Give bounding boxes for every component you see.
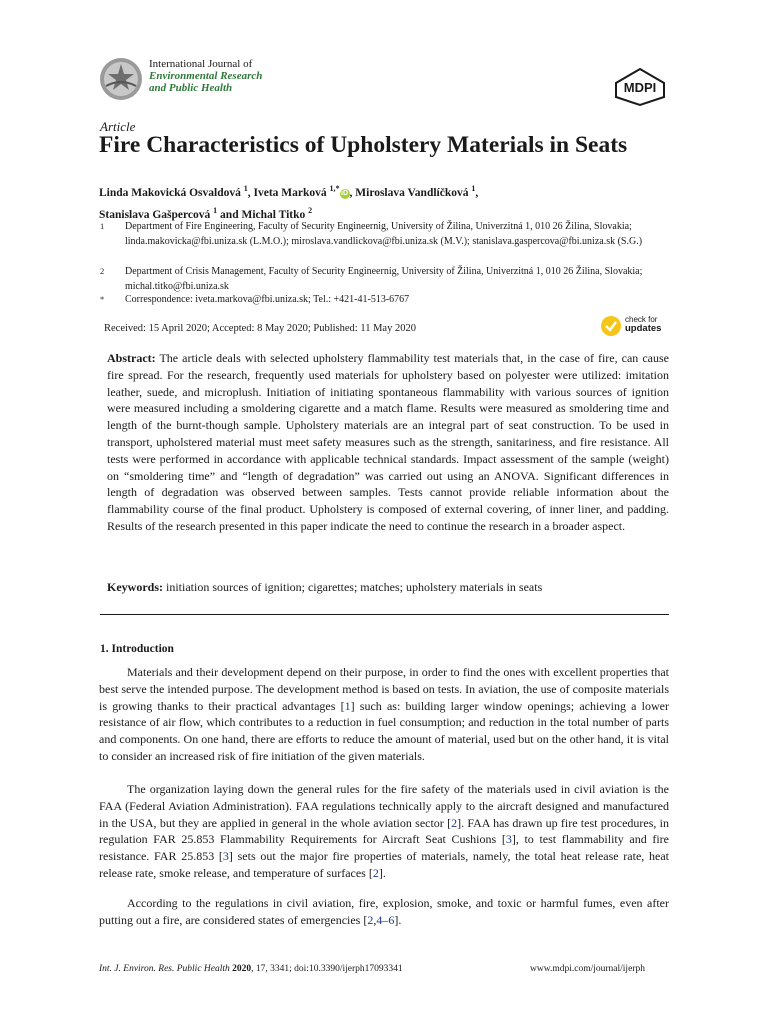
paragraph-text: ]. FAA has drawn up fire test procedures, in regulation FAR 25.853 Flammability Requirements for Aircraft Seat Cushions [ xyxy=(99,815,669,847)
journal-name-line2: Environmental Research xyxy=(149,70,263,82)
citation-link[interactable]: 3 xyxy=(505,832,512,847)
publication-dates: Received: 15 April 2020; Accepted: 8 May 2020; Published: 11 May 2020 xyxy=(104,323,416,334)
journal-logo xyxy=(98,56,144,102)
abstract-text: The article deals with selected upholstery flammability test materials that, in the case of fire, can cause fire spread. For the research, frequently used materials for upholstery based on polyester were utilized: imitation leather, suede, and microplush. Initiation of initiating spontaneous flammability with various sources of ignition were measured including a smoldering cigarette and a match flame. Results were measured as smoldering time and length of the burnt-though sample. Upholstery materials are an integral part of seat construction. To be used in transport, upholstered material must meet safety measures such as the strength, sanitariness, and fire resistance. All tests were performed in accordance with applicable technical standards. Impact assessment of the sample (weight) on “smoldering time” and “length of degradation” was carried out using an ANOVA. Significant differences in length of degradation was observed between samples. Tests cannot provide reliable information about the flammability course of the final product. Upholstery is composed of external covering, of inner liner, and padding. Results of the research presented in this paper indicate the need to continue the research in a broader aspect. xyxy=(107,351,669,533)
keywords-text: initiation sources of ignition; cigarettes; matches; upholstery materials in seats xyxy=(166,580,543,594)
author-list: Linda Makovická Osvaldová $^1$, Iveta Marková $^{1,*}$iD , Miroslava Vandlíčková $^1$, Stanislava Gašpercová $^1$ and Michal Titko $^2$ xyxy=(99,184,479,221)
mdpi-logo xyxy=(612,67,668,107)
abstract xyxy=(107,350,669,535)
section-divider xyxy=(100,614,669,615)
author-name: Iveta Marková xyxy=(253,186,327,199)
author-name: Miroslava Vandlíčková xyxy=(355,186,469,199)
paragraph-text: ] sets out the major fire properties of materials, namely, the total heat release rate, heat release rate, smoke release, and temperature of surfaces [ xyxy=(99,849,669,880)
citation-link[interactable]: 3 xyxy=(222,849,229,864)
body-paragraph-1 xyxy=(99,664,669,765)
paragraph-text: ]. xyxy=(394,912,402,927)
paragraph-text: The organization laying down the general rules for the fire safety of the materials used in civil aviation is the FAA (Federal Aviation Administration). FAA regulations technically apply to the aircraft designed and manufactured in the USA, but they are applied in general in the whole aviation sector [ xyxy=(99,782,669,830)
affiliation-1 xyxy=(100,219,675,265)
affiliation-marker: 2 xyxy=(100,266,105,276)
body-paragraph-3 xyxy=(99,895,669,929)
citation-link[interactable]: 4–6 xyxy=(376,912,395,927)
article-type: Article xyxy=(100,119,136,134)
author-affiliation-mark: 2 xyxy=(308,205,313,215)
paragraph-text: ] such as: building larger window openings; achieving a lower resistance of air flow, which contributes to a reduction in fuel consumption; and reduction in the total number of parts and components. On one hand, there are efforts to reduce the amount of material, used but on the other hand, it is vital to consider an increased risk of fire initiation of the given materials. xyxy=(99,698,670,763)
orcid-icon[interactable]: iD xyxy=(341,189,349,197)
author-affiliation-mark: 1,* xyxy=(329,184,340,193)
check-updates-icon xyxy=(600,315,622,337)
section-heading: 1. Introduction xyxy=(100,643,174,655)
affiliation-marker: * xyxy=(100,294,105,304)
paragraph-text: ]. xyxy=(378,865,386,880)
paper-title: Fire Characteristics of Upholstery Materials in Seats xyxy=(99,132,628,158)
author-affiliation-mark: 1 xyxy=(213,205,218,215)
author-name: Michal Titko xyxy=(241,208,306,221)
paragraph-text: Materials and their development depend on their purpose, in order to find the ones with excellent properties that best serve the intended purpose. The development method is based on tests. In aviation, the use of composite materials is growing thanks to their practical advantages [ xyxy=(99,665,669,713)
author-name: Stanislava Gašpercová xyxy=(99,208,211,221)
footer-journal-url[interactable]: www.mdpi.com/journal/ijerph xyxy=(530,964,645,974)
journal-name-line1: International Journal of xyxy=(149,58,253,70)
journal-name-line3: and Public Health xyxy=(149,82,233,94)
keywords-label: Keywords: xyxy=(107,580,163,594)
author-affiliation-mark: 1 xyxy=(471,184,476,193)
affiliation-2 xyxy=(100,264,675,294)
footer-journal-abbrev: Int. J. Environ. Res. Public Health xyxy=(99,964,230,974)
abstract-label: Abstract: xyxy=(107,351,156,365)
affiliation-text: Department of Crisis Management, Faculty of Security Engineernig, University of Žilina, Univerzitná 1, 010 26 Žilina, Slovakia; michal.titko@fbi.uniza.sk xyxy=(125,266,643,292)
footer-year: 2020 xyxy=(232,964,252,974)
journal-name xyxy=(149,58,262,94)
footer-citation xyxy=(99,964,403,974)
citation-link[interactable]: 1 xyxy=(344,698,351,713)
paragraph-text: , xyxy=(373,912,377,927)
mdpi-logo-text: MDPI xyxy=(623,80,657,95)
check-updates-line1: check for xyxy=(625,315,658,324)
paragraph-text: According to the regulations in civil aviation, fire, explosion, smoke, and toxic or harmful fumes, even after putting out a fire, are considered states of emergencies [ xyxy=(99,896,669,927)
correspondence xyxy=(100,292,675,307)
footer-volume-doi: , 17, 3341; doi:10.3390/ijerph17093341 xyxy=(251,964,403,974)
citation-link[interactable]: 2 xyxy=(367,912,374,927)
keywords xyxy=(107,579,669,596)
citation-link[interactable]: 2 xyxy=(372,865,379,880)
check-for-updates-badge[interactable] xyxy=(600,313,672,339)
body-paragraph-2 xyxy=(99,781,669,882)
author-affiliation-mark: 1 xyxy=(243,184,248,193)
author-name: Linda Makovická Osvaldová xyxy=(99,186,241,199)
correspondence-text: Correspondence: iveta.markova@fbi.uniza.sk; Tel.: +421-41-513-6767 xyxy=(125,294,410,305)
affiliation-text: Department of Fire Engineering, Faculty of Security Engineernig, University of Žilina, Univerzitná 1, 010 26 Žilina, Slovakia; linda.makovicka@fbi.uniza.sk (L.M.O.); miroslava.vandlickova@fbi.uniza.sk (M.V.); stanislava.gaspercova@fbi.uniza.sk (S.G.) xyxy=(125,221,643,247)
paragraph-text: ], to test flammability and fire resistance. FAR 25.853 [ xyxy=(99,832,669,864)
affiliation-marker: 1 xyxy=(100,221,105,231)
citation-link[interactable]: 2 xyxy=(451,815,458,830)
check-updates-line2: updates xyxy=(625,323,662,334)
